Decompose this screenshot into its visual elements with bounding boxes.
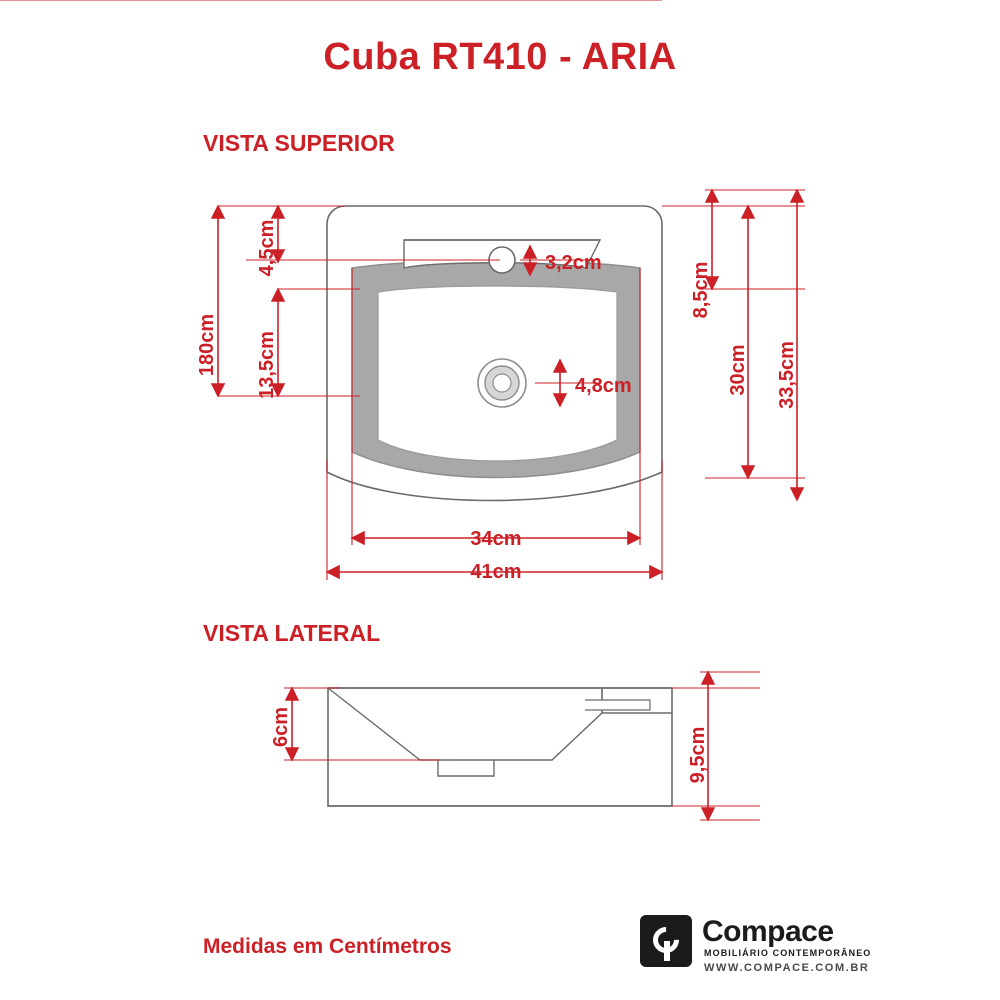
brand-tagline: MOBILIÁRIO CONTEMPORÂNEO (704, 948, 872, 958)
brand-logo (640, 915, 890, 985)
sink-top-view-outline (327, 206, 662, 501)
dimension-4-5cm: 4,5cm (256, 219, 278, 277)
dimension-13-5cm: 13,5cm (256, 331, 278, 399)
dimension-4-8cm: 4,8cm (575, 375, 632, 397)
dimension-6cm: 6cm (270, 706, 292, 748)
brand-url: WWW.COMPACE.COM.BR (704, 962, 870, 974)
dimension-3-2cm: 3,2cm (545, 252, 602, 274)
page-title: Cuba RT410 - ARIA (323, 36, 677, 78)
sink-side-view-outline (328, 688, 672, 806)
footer-note: Medidas em Centímetros (203, 935, 452, 958)
dimension-9-5cm: 9,5cm (687, 726, 709, 784)
section-label-side-view: VISTA LATERAL (203, 620, 381, 646)
section-label-top-view: VISTA SUPERIOR (203, 130, 395, 156)
dimension-30cm: 30cm (727, 344, 749, 396)
compace-mark-icon (640, 915, 692, 967)
dimension-8-5cm: 8,5cm (690, 261, 712, 319)
dimension-33-5cm: 33,5cm (776, 341, 798, 409)
dimension-34cm: 34cm (470, 528, 522, 550)
brand-name: Compace (702, 915, 834, 948)
dimension-41cm: 41cm (470, 561, 522, 583)
dimension-180cm: 180cm (196, 313, 218, 377)
